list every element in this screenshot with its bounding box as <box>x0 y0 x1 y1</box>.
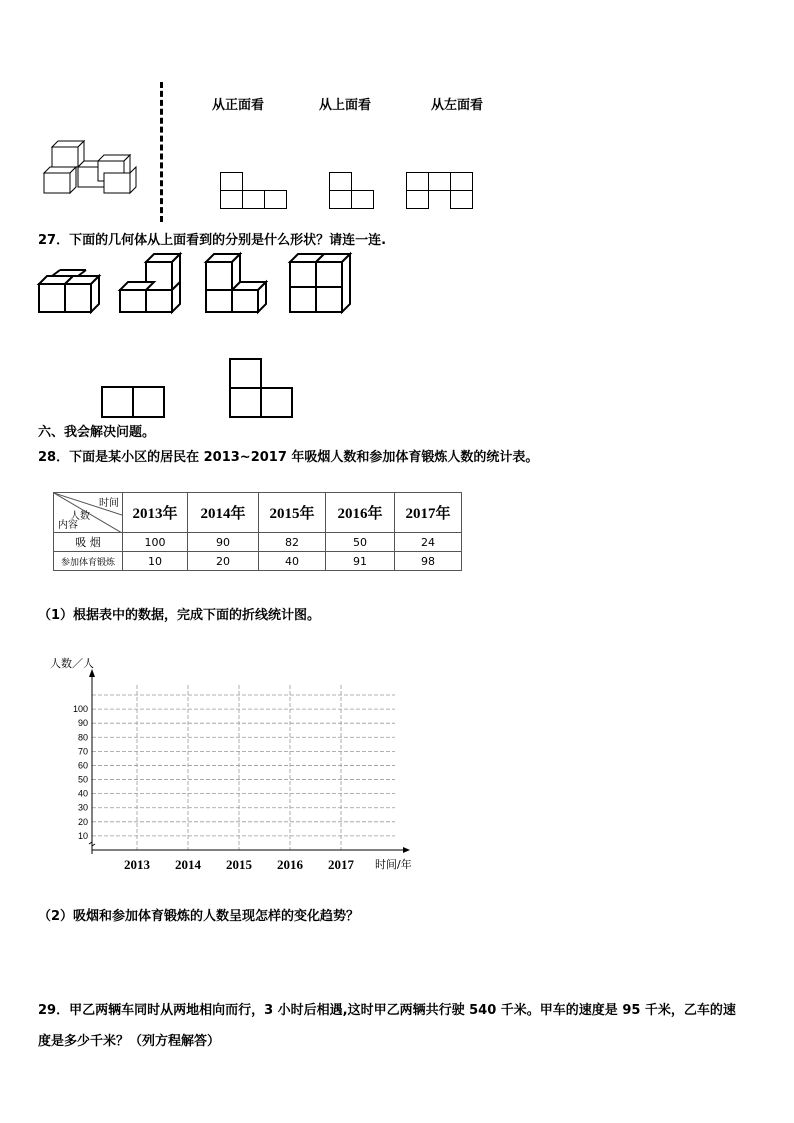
q28-part2: （2）吸烟和参加体育锻炼的人数呈现怎样的变化趋势？ <box>38 909 360 924</box>
solid-3 <box>206 254 266 312</box>
x-tick-label: 2015 <box>226 857 252 872</box>
x-tick-label: 2014 <box>175 857 201 872</box>
y-tick-label: 90 <box>77 718 88 729</box>
table-cell: 50 <box>326 533 395 552</box>
table-row-smoking <box>54 533 462 552</box>
x-axis-label: 时间/年 <box>375 858 412 871</box>
table-cell: 24 <box>395 533 462 552</box>
corner-content: 内容 <box>58 520 78 531</box>
view-front-label: 从正面看 <box>212 98 265 113</box>
year-header: 2015年 <box>259 493 326 533</box>
q27-text: 27．下面的几何体从上面看到的分别是什么形状？请连一连. <box>38 233 387 248</box>
table-cell: 40 <box>259 552 326 571</box>
q27-solids <box>34 248 364 318</box>
q29-line1: 29．甲乙两辆车同时从两地相向而行，3 小时后相遇,这时甲乙两辆共行驶 540 千米。甲车的速度是 95 千米，乙车的速 <box>38 1003 736 1018</box>
chart-labels <box>50 656 412 872</box>
y-tick-label: 60 <box>77 760 88 771</box>
row-label: 吸 烟 <box>54 533 123 552</box>
y-tick-label: 70 <box>77 746 88 757</box>
x-axis-arrow <box>403 847 410 853</box>
y-tick-label: 80 <box>77 732 88 743</box>
solid-4 <box>290 254 350 312</box>
table-cell: 98 <box>395 552 462 571</box>
table-cell: 20 <box>188 552 259 571</box>
row-label: 参加体育锻炼 <box>54 552 123 571</box>
stat-table <box>53 492 462 571</box>
y-tick-label: 10 <box>77 830 88 841</box>
line-chart[interactable] <box>40 645 430 885</box>
year-header: 2013年 <box>123 493 188 533</box>
year-header: 2017年 <box>395 493 462 533</box>
table-cell: 82 <box>259 533 326 552</box>
table-cell: 10 <box>123 552 188 571</box>
view-left-label: 从左面看 <box>431 98 484 113</box>
x-tick-label: 2016 <box>277 857 303 872</box>
solid-2 <box>120 254 180 312</box>
year-header: 2014年 <box>188 493 259 533</box>
dashed-divider <box>160 82 163 222</box>
q28-text: 28．下面是某小区的居民在 2013~2017 年吸烟人数和参加体育锻炼人数的统计表。 <box>38 450 539 465</box>
table-row-exercise <box>54 552 462 571</box>
year-header: 2016年 <box>326 493 395 533</box>
table-corner-cell <box>54 493 123 533</box>
q29-line2: 度是多少千米？（列方程解答） <box>38 1034 221 1049</box>
view-top-label: 从上面看 <box>319 98 372 113</box>
table-cell: 91 <box>326 552 395 571</box>
corner-time: 时间 <box>99 498 119 509</box>
corner-people: 人数 <box>70 511 90 522</box>
y-tick-label: 30 <box>77 802 88 813</box>
solid-1 <box>39 270 99 312</box>
y-axis-arrow <box>89 669 95 677</box>
y-tick-label: 50 <box>77 774 88 785</box>
table-cell: 90 <box>188 533 259 552</box>
y-tick-label: 40 <box>77 788 88 799</box>
x-tick-label: 2013 <box>124 857 150 872</box>
y-tick-label: 20 <box>77 816 88 827</box>
y-tick-label: 100 <box>72 704 88 715</box>
cube-stack-figure <box>38 135 142 197</box>
x-tick-label: 2017 <box>328 857 354 872</box>
axis-break <box>89 842 95 846</box>
section-6-title: 六、我会解决问题。 <box>38 425 156 440</box>
q28-part1: （1）根据表中的数据，完成下面的折线统计图。 <box>38 608 321 623</box>
table-cell: 100 <box>123 533 188 552</box>
chart-grid <box>92 685 395 850</box>
y-axis-label: 人数／人 <box>50 657 94 670</box>
